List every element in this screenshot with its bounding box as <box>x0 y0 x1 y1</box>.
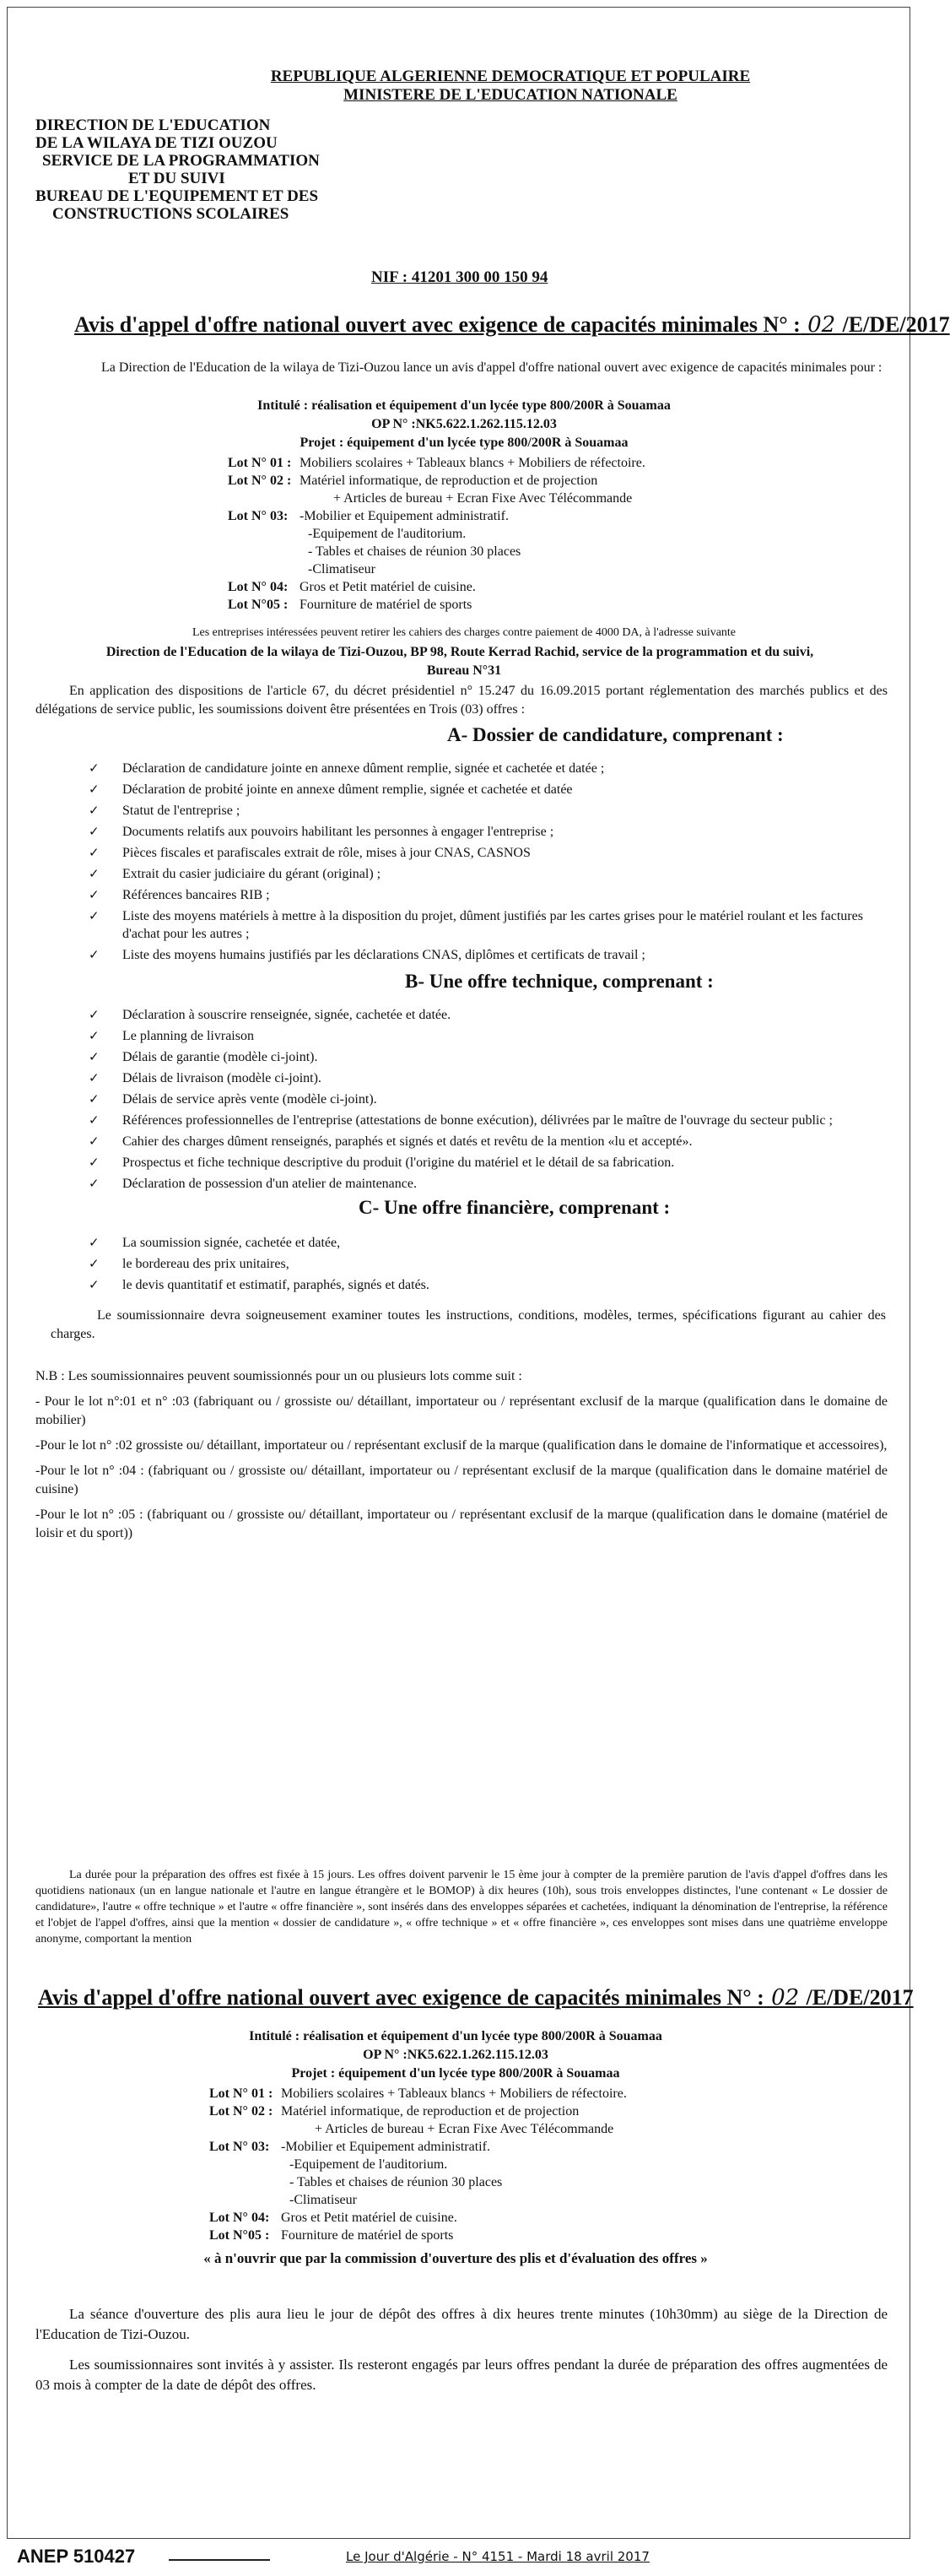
section-b-list <box>89 1006 886 1196</box>
bureau-line: Bureau N°31 <box>426 663 502 678</box>
checkmark-icon: ✓ <box>89 1070 100 1085</box>
lot-row: Lot N° 03: -Mobilier et Equipement administratif. <box>209 2140 490 2154</box>
lots-list <box>209 2085 817 2244</box>
section-a-list <box>89 760 886 967</box>
list-item: ✓ Prospectus et fiche technique descriptive du produit (l'origine du matériel et le détail de sa fabrication. <box>89 1155 675 1170</box>
divider <box>169 2559 270 2561</box>
checkmark-icon: ✓ <box>89 1007 100 1022</box>
list-item: ✓ Liste des moyens matériels à mettre à la disposition du projet, dûment justifiés par les cartes grises pour le matériel roulant et les factures d'achat pour les autres ; <box>89 908 863 941</box>
section-a-title: A- Dossier de candidature, comprenant : <box>447 724 784 745</box>
avis-title-text: Avis d'appel d'offre national ouvert avec exigence de capacités minimales N° : <box>74 312 801 337</box>
nb-intro: N.B : Les soumissionnaires peuvent soumissionnés pour un ou plusieurs lots comme suit : <box>35 1369 522 1383</box>
projet: Projet : équipement d'un lycée type 800/200R à Souamaa <box>300 436 629 450</box>
checkmark-icon: ✓ <box>89 887 100 902</box>
op-number: OP N° :NK5.622.1.262.115.12.03 <box>371 417 557 431</box>
list-item: ✓ Statut de l'entreprise ; <box>89 803 240 818</box>
lot-row: Lot N° 03: -Mobilier et Equipement administratif. <box>228 509 509 523</box>
lot-row: Lot N° 01 : Mobiliers scolaires + Tableaux blancs + Mobiliers de réfectoire. <box>228 456 645 470</box>
nb-block <box>35 1367 888 1550</box>
lot-row: + Articles de bureau + Ecran Fixe Avec Télécommande <box>333 491 633 506</box>
checkmark-icon: ✓ <box>89 1256 100 1271</box>
journal-reference: Le Jour d'Algérie - N° 4151 - Mardi 18 avril 2017 <box>346 2549 650 2564</box>
list-item: ✓ Déclaration de possession d'un atelier de maintenance. <box>89 1176 417 1191</box>
nif-number: NIF : 41201 300 00 150 94 <box>371 268 548 286</box>
lot-row: Lot N° 01 : Mobiliers scolaires + Tableaux blancs + Mobiliers de réfectoire. <box>209 2086 627 2101</box>
lot-row: - Tables et chaises de réunion 30 places <box>308 544 521 559</box>
avis-reference: /E/DE/2017 <box>842 312 950 337</box>
lot-row: -Equipement de l'auditorium. <box>308 527 467 541</box>
list-item: ✓ Déclaration de probité jointe en annexe dûment remplie, signée et cachetée et datée <box>89 782 573 797</box>
list-item: ✓ Le planning de livraison <box>89 1028 254 1043</box>
footer <box>0 2546 917 2571</box>
checkmark-icon: ✓ <box>89 1155 100 1170</box>
checkmark-icon: ✓ <box>89 845 100 860</box>
mention-line: « à n'ouvrir que par la commission d'ouverture des plis et d'évaluation des offres » <box>203 2250 708 2266</box>
avis-title-text: Avis d'appel d'offre national ouvert avec exigence de capacités minimales N° : <box>38 1985 764 2010</box>
list-item: ✓ Extrait du casier judiciaire du gérant (original) ; <box>89 866 381 881</box>
org-line: CONSTRUCTIONS SCOLAIRES <box>52 205 289 223</box>
org-line: DIRECTION DE L'EDUCATION <box>35 116 271 134</box>
republique-heading: REPUBLIQUE ALGERIENNE DEMOCRATIQUE ET POPULAIRE <box>270 68 751 85</box>
avis-number: 02 <box>800 312 843 338</box>
avis-number: 02 <box>764 1985 807 2010</box>
checkmark-icon: ✓ <box>89 866 100 881</box>
intitule: Intitulé : réalisation et équipement d'un lycée type 800/200R à Souamaa <box>257 398 671 413</box>
checkmark-icon: ✓ <box>89 1134 100 1149</box>
nb-item: - Pour le lot n°:01 et n° :03 (fabriquant ou / grossiste ou/ détaillant, importateur ou / représentant exclusif de la marque (qualification dans le domaine de mobilier) <box>35 1394 888 1427</box>
list-item: ✓ Délais de garantie (modèle ci-joint). <box>89 1049 318 1064</box>
application-paragraph: En application des dispositions de l'article 67, du décret présidentiel n° 15.247 du 16.09.2015 portant réglementation des marchés publics et des délégations de service public, les soumissions doivent être présentées en Trois (03) offres : <box>35 684 888 717</box>
duree-paragraph: La durée pour la préparation des offres est fixée à 15 jours. Les offres doivent parvenir le 15 ème jour à compter de la première parution de l'avis d'appel d'offres dans les quotidiens nationaux (un en langue nationale et l'autre en langue étrangère et le BOMOP) à dix heures (10h), sous trois enveloppes distinctes, l'une contenant « Le dossier de candidature», l'autre « offre technique » et l'autre « offre financière », sont insérés dans des enveloppes séparées et cachetées, indiquant la dénomination de l'entreprise, la référence et l'objet de l'appel d'offres, ainsi que la mention « dossier de candidature », « offre technique » et « offre financière », ces enveloppes sont mises dans une quatrième enveloppe anonyme, comportant la mention <box>35 1869 888 1946</box>
anep-reference: ANEP 510427 <box>17 2546 136 2567</box>
list-item: ✓ le devis quantitatif et estimatif, paraphés, signés et datés. <box>89 1277 429 1292</box>
checkmark-icon: ✓ <box>89 1277 100 1292</box>
list-item: ✓ Documents relatifs aux pouvoirs habilitant les personnes à engager l'entreprise ; <box>89 824 554 839</box>
checkmark-icon: ✓ <box>89 803 100 818</box>
list-item: ✓ Références professionnelles de l'entreprise (attestations de bonne exécution), délivrées par le maître de l'ouvrage du secteur public ; <box>89 1112 833 1128</box>
checkmark-icon: ✓ <box>89 947 100 962</box>
note-paragraph: Le soumissionnaire devra soigneusement examiner toutes les instructions, conditions, modèles, termes, spécifications figurant au cahier des charges. <box>51 1308 886 1341</box>
list-item: ✓ Déclaration à souscrire renseignée, signée, cachetée et datée. <box>89 1007 451 1022</box>
avis-reference: /E/DE/2017 <box>806 1985 914 2010</box>
checkmark-icon: ✓ <box>89 824 100 839</box>
list-item: ✓ Délais de service après vente (modèle ci-joint). <box>89 1091 377 1107</box>
list-item: ✓ Liste des moyens humains justifiés par les déclarations CNAS, diplômes et certificats de travail ; <box>89 947 645 962</box>
list-item: ✓ La soumission signée, cachetée et datée, <box>89 1235 341 1250</box>
nb-item: -Pour le lot n° :05 : (fabriquant ou / grossiste ou/ détaillant, importateur ou / représentant exclusif de la marque (qualification dans le domaine (matériel de loisir et du sport)) <box>35 1507 888 1540</box>
section-c-title: C- Une offre financière, comprenant : <box>359 1197 671 1218</box>
list-item: ✓ le bordereau des prix unitaires, <box>89 1256 289 1271</box>
list-item: ✓ Déclaration de candidature jointe en annexe dûment remplie, signée et cachetée et datée ; <box>89 760 605 776</box>
lot-row: -Climatiseur <box>289 2193 357 2207</box>
retrait-text: Les entreprises intéressées peuvent retirer les cahiers des charges contre paiement de 4000 DA, à l'adresse suivante <box>192 626 737 639</box>
checkmark-icon: ✓ <box>89 1028 100 1043</box>
org-line: SERVICE DE LA PROGRAMMATION <box>42 152 320 170</box>
lot-row: Lot N° 02 : Matériel informatique, de reproduction et de projection <box>209 2104 580 2119</box>
checkmark-icon: ✓ <box>89 908 100 923</box>
lot-row: Lot N°05 : Fourniture de matériel de sports <box>209 2228 454 2243</box>
intitule: Intitulé : réalisation et équipement d'un lycée type 800/200R à Souamaa <box>249 2029 662 2043</box>
list-item: ✓ Références bancaires RIB ; <box>89 887 270 902</box>
checkmark-icon: ✓ <box>89 782 100 797</box>
section-c-list <box>89 1234 886 1297</box>
avis-title <box>74 312 950 338</box>
adresse-line: Direction de l'Education de la wilaya de Tizi-Ouzou, BP 98, Route Kerrad Rachid, service de la programmation et du suivi, <box>105 645 814 659</box>
lot-row: Lot N° 04: Gros et Petit matériel de cuisine. <box>228 580 476 594</box>
lot-row: - Tables et chaises de réunion 30 places <box>289 2175 503 2189</box>
invites-paragraph: Les soumissionnaires sont invités à y assister. Ils resteront engagés par leurs offres pendant la durée de préparation des offres augmentées de 03 mois à compter de la date de dépôt des offres. <box>35 2357 888 2393</box>
seance-paragraph: La séance d'ouverture des plis aura lieu le jour de dépôt des offres à dix heures trente minutes (10h30mm) au siège de la Direction de l'Education de Tizi-Ouzou. <box>35 2306 888 2342</box>
nb-item: -Pour le lot n° :04 : (fabriquant ou / grossiste ou/ détaillant, importateur ou / représentant exclusif de la marque (qualification dans le domaine matériel de cuisine) <box>35 1464 888 1496</box>
checkmark-icon: ✓ <box>89 1176 100 1191</box>
checkmark-icon: ✓ <box>89 1049 100 1064</box>
organization-block <box>35 116 322 223</box>
org-line: BUREAU DE L'EQUIPEMENT ET DES <box>35 187 319 205</box>
org-line: DE LA WILAYA DE TIZI OUZOU <box>35 134 278 152</box>
org-line: ET DU SUIVI <box>128 170 225 187</box>
avis-title-repeat <box>38 1985 914 2010</box>
lot-row: Lot N°05 : Fourniture de matériel de sports <box>228 598 472 612</box>
lot-row: -Equipement de l'auditorium. <box>289 2157 448 2172</box>
checkmark-icon: ✓ <box>89 1112 100 1128</box>
lots-list <box>228 454 835 614</box>
section-b-title: B- Une offre technique, comprenant : <box>405 971 714 992</box>
projet: Projet : équipement d'un lycée type 800/200R à Souamaa <box>291 2066 620 2081</box>
lot-row: Lot N° 02 : Matériel informatique, de reproduction et de projection <box>228 474 598 488</box>
lot-row: + Articles de bureau + Ecran Fixe Avec Télécommande <box>315 2122 614 2136</box>
list-item: ✓ Pièces fiscales et parafiscales extrait de rôle, mises à jour CNAS, CASNOS <box>89 845 531 860</box>
list-item: ✓ Cahier des charges dûment renseignés, paraphés et signés et datés et revêtu de la mention «lu et accepté». <box>89 1134 693 1149</box>
ministere-heading: MINISTERE DE L'EDUCATION NATIONALE <box>343 86 677 104</box>
op-number: OP N° :NK5.622.1.262.115.12.03 <box>363 2048 548 2062</box>
list-item: ✓ Délais de livraison (modèle ci-joint). <box>89 1070 321 1085</box>
nb-item: -Pour le lot n° :02 grossiste ou/ détaillant, importateur ou / représentant exclusif de la marque (qualification dans le domaine de l'informatique et accessoires), <box>35 1438 888 1453</box>
checkmark-icon: ✓ <box>89 1091 100 1107</box>
lot-row: -Climatiseur <box>308 562 375 576</box>
checkmark-icon: ✓ <box>89 1235 100 1250</box>
lot-row: Lot N° 04: Gros et Petit matériel de cuisine. <box>209 2211 457 2225</box>
checkmark-icon: ✓ <box>89 760 100 776</box>
intro-paragraph: La Direction de l'Education de la wilaya de Tizi-Ouzou lance un avis d'appel d'offre national ouvert avec exigence de capacités minimales pour : <box>101 360 883 375</box>
